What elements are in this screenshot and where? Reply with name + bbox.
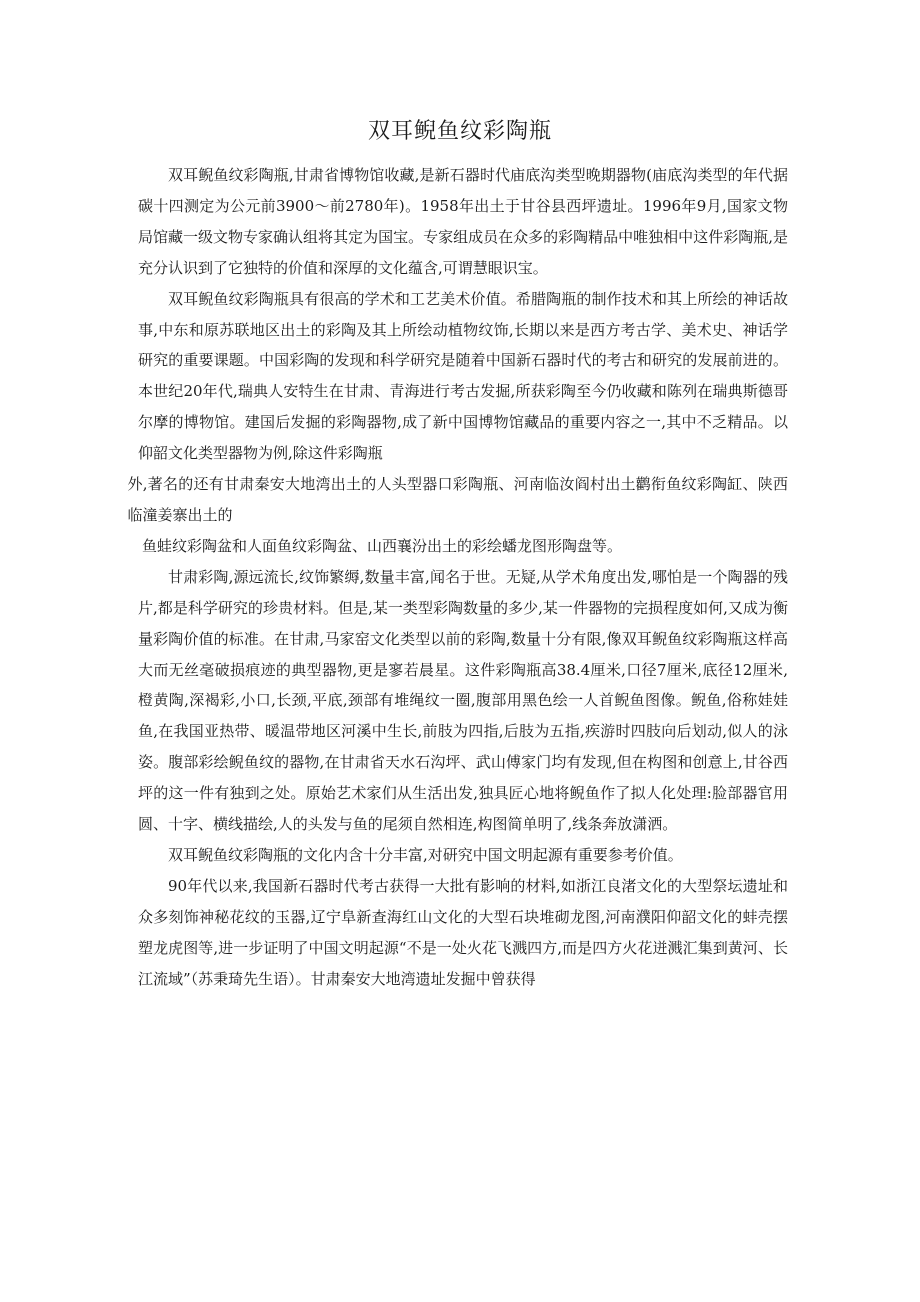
paragraph: 甘肃彩陶,源远流长,纹饰繁缛,数量丰富,闻名于世。无疑,从学术角度出发,哪怕是一个陶器的残片,都是科学研究的珍贵材料。但是,某一类型彩陶数量的多少,某一件器物的完损程度如何,又成为衡量彩陶价值的标准。在甘肃,马家窑文化类型以前的彩陶,数量十分有限,像双耳鲵鱼纹彩陶瓶这样高大而无丝毫破损痕迹的典型器物,更是寥若晨星。这件彩陶瓶高38.4厘米,口径7厘米,底径12厘米,橙黄陶,深褐彩,小口,长颈,平底,颈部有堆绳纹一圈,腹部用黑色绘一人首鲵鱼图像。鲵鱼,俗称娃娃鱼,在我国亚热带、暖温带地区河溪中生长,前肢为四指,后肢为五指,疾游时四肢向后划动,似人的泳姿。腹部彩绘鲵鱼纹的器物,在甘肃省天水石沟坪、武山傅家门均有发现,但在构图和创意上,甘谷西坪的这一件有独到之处。原始艺术家们从生活出发,独具匠心地将鲵鱼作了拟人化处理:脸部器官用圆、十字、横线描绘,人的头发与鱼的尾须自然相连,构图简单明了,线条奔放潇洒。	[138, 567, 788, 834]
paragraph: 外,著名的还有甘肃秦安大地湾出土的人头型器口彩陶瓶、河南临汝阎村出土鹳衔鱼纹彩陶缸、陕西临潼姜寨出土的	[127, 475, 788, 524]
paragraph: 双耳鲵鱼纹彩陶瓶具有很高的学术和工艺美术价值。希腊陶瓶的制作技术和其上所绘的神话故事,中东和原苏联地区出土的彩陶及其上所绘动植物纹饰,长期以来是西方考古学、美术史、神话学研究的重要课题。中国彩陶的发现和科学研究是随着中国新石器时代的考古和研究的发展前进的。本世纪20年代,瑞典人安特生在甘肃、青海进行考古发掘,所获彩陶至今仍收藏和陈列在瑞典斯德哥尔摩的博物馆。建国后发掘的彩陶器物,成了新中国博物馆藏品的重要内容之一,其中不乏精品。以仰韶文化类型器物为例,除这件彩陶瓶	[138, 289, 788, 463]
paragraph: 90年代以来,我国新石器时代考古获得一大批有影响的材料,如浙江良渚文化的大型祭坛遗址和众多刻饰神秘花纹的玉器,辽宁阜新查海红山文化的大型石块堆砌龙图,河南濮阳仰韶文化的蚌壳摆塑龙虎图等,进一步证明了中国文明起源“不是一处火花飞溅四方,而是四方火花迸溅汇集到黄河、长江流域”（苏秉琦先生语）。甘肃秦安大地湾遗址发掘中曾获得	[138, 876, 788, 988]
document-body	[127, 160, 788, 994]
paragraph: 双耳鲵鱼纹彩陶瓶的文化内含十分丰富,对研究中国文明起源有重要参考价值。	[168, 845, 683, 864]
document-title: 双耳鲵鱼纹彩陶瓶	[367, 119, 552, 144]
paragraph: 鱼蛙纹彩陶盆和人面鱼纹彩陶盆、山西襄汾出土的彩绘蟠龙图形陶盘等。	[142, 536, 623, 555]
paragraph: 双耳鲵鱼纹彩陶瓶,甘肃省博物馆收藏,是新石器时代庙底沟类型晚期器物(庙底沟类型的年代据碳十四测定为公元前3900～前2780年)。1958年出土于甘谷县西坪遗址。1996年9月,国家文物局馆藏一级文物专家确认组将其定为国宝。专家组成员在众多的彩陶精品中唯独相中这件彩陶瓶,是充分认识到了它独特的价值和深厚的文化蕴含,可谓慧眼识宝。	[138, 166, 788, 277]
